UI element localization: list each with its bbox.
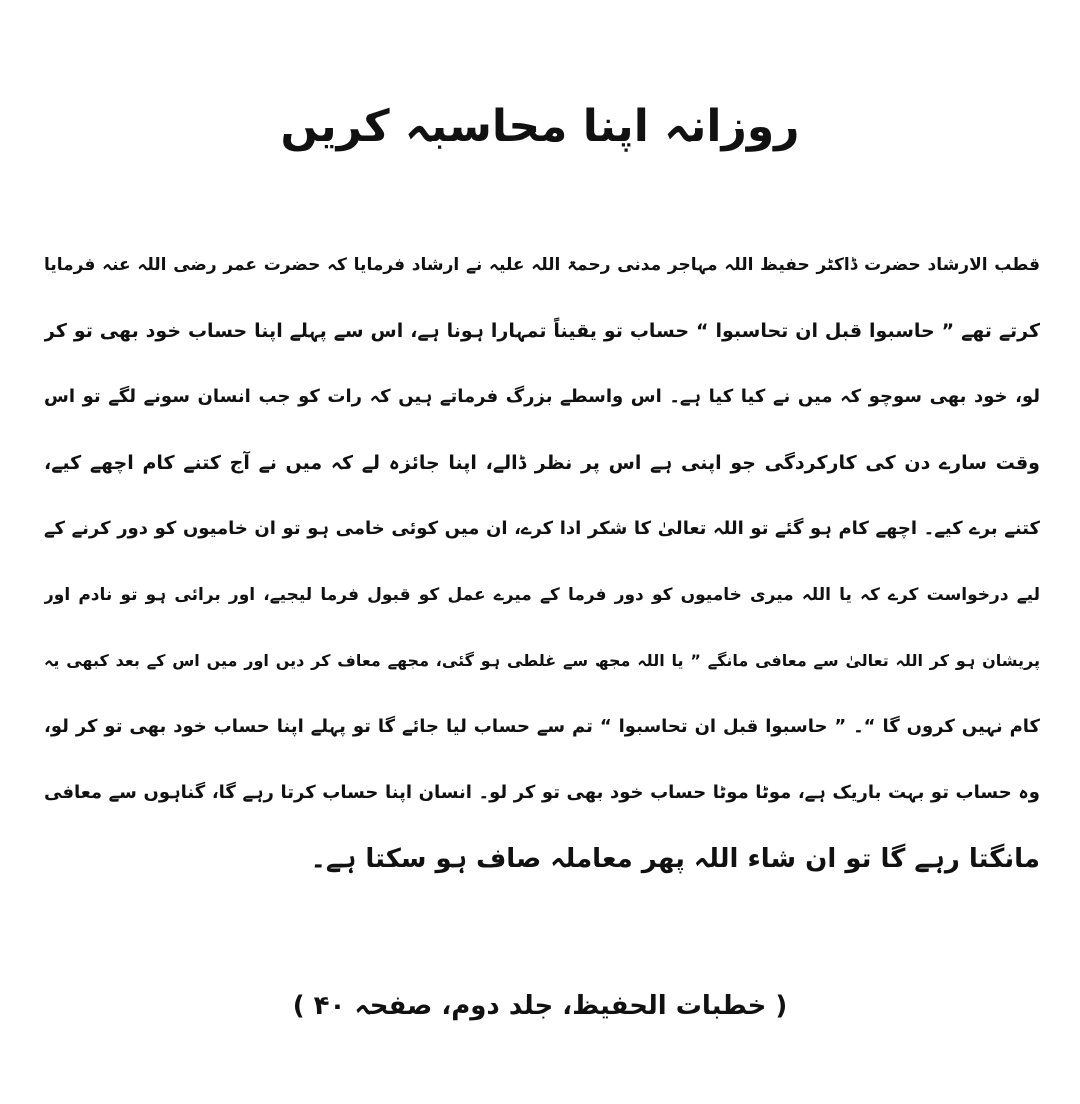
document-title: روزانہ اپنا محاسبہ کریں [280, 101, 800, 152]
body-line: لیے درخواست کرے کہ یا اللہ میری خامیوں کو دور فرما کے میرے عمل کو قبول فرما لیجیے، اور برائی ہو تو نادم اور [44, 585, 1040, 605]
body-line: مانگتا رہے گا تو ان شاء اللہ پھر معاملہ صاف ہو سکتا ہے۔ [310, 844, 1040, 874]
body-line: کام نہیں کروں گا “۔ ” حاسبوا قبل ان تحاسبوا “ تم سے حساب لیا جائے گا تو پہلے اپنا حساب خود بھی تو کر لو، [44, 716, 1040, 737]
document-body [44, 232, 1040, 892]
body-line: کتنے برے کیے۔ اچھے کام ہو گئے تو اللہ تعالیٰ کا شکر ادا کرے، ان میں کوئی خامی ہو تو ان خامیوں کو دور کرنے کے [44, 518, 1040, 539]
body-line: کرتے تھے ” حاسبوا قبل ان تحاسبوا “ حساب تو یقیناً تمہارا ہونا ہے، اس سے پہلے اپنا حساب خود بھی تو کر [44, 320, 1040, 342]
body-line: قطب الارشاد حضرت ڈاکٹر حفیظ اللہ مہاجر مدنی رحمۃ اللہ علیہ نے ارشاد فرمایا کہ حضرت عمر رضی اللہ عنہ فرمایا [44, 255, 1040, 275]
body-line: پریشان ہو کر اللہ تعالیٰ سے معافی مانگے ” یا اللہ مجھ سے غلطی ہو گئی، مجھے معاف کر دیں اور میں اس کے بعد کبھی یہ [44, 651, 1040, 670]
body-line: وقت سارے دن کی کارکردگی جو اپنی ہے اس پر نظر ڈالے، اپنا جائزہ لے کہ میں نے آج کتنے کام اچھے کیے، [44, 452, 1040, 474]
citation: ( خطبات الحفیظ، جلد دوم، صفحہ ۴۰ ) [292, 991, 788, 1021]
body-line: لو، خود بھی سوچو کہ میں نے کیا کیا ہے۔ اس واسطے بزرگ فرماتے ہیں کہ رات کو جب انسان سونے لگے تو اس [44, 386, 1040, 407]
body-line: وہ حساب تو بہت باریک ہے، موٹا موٹا حساب خود بھی تو کر لو۔ انسان اپنا حساب کرتا رہے گا، گناہوں سے معافی [44, 782, 1040, 803]
